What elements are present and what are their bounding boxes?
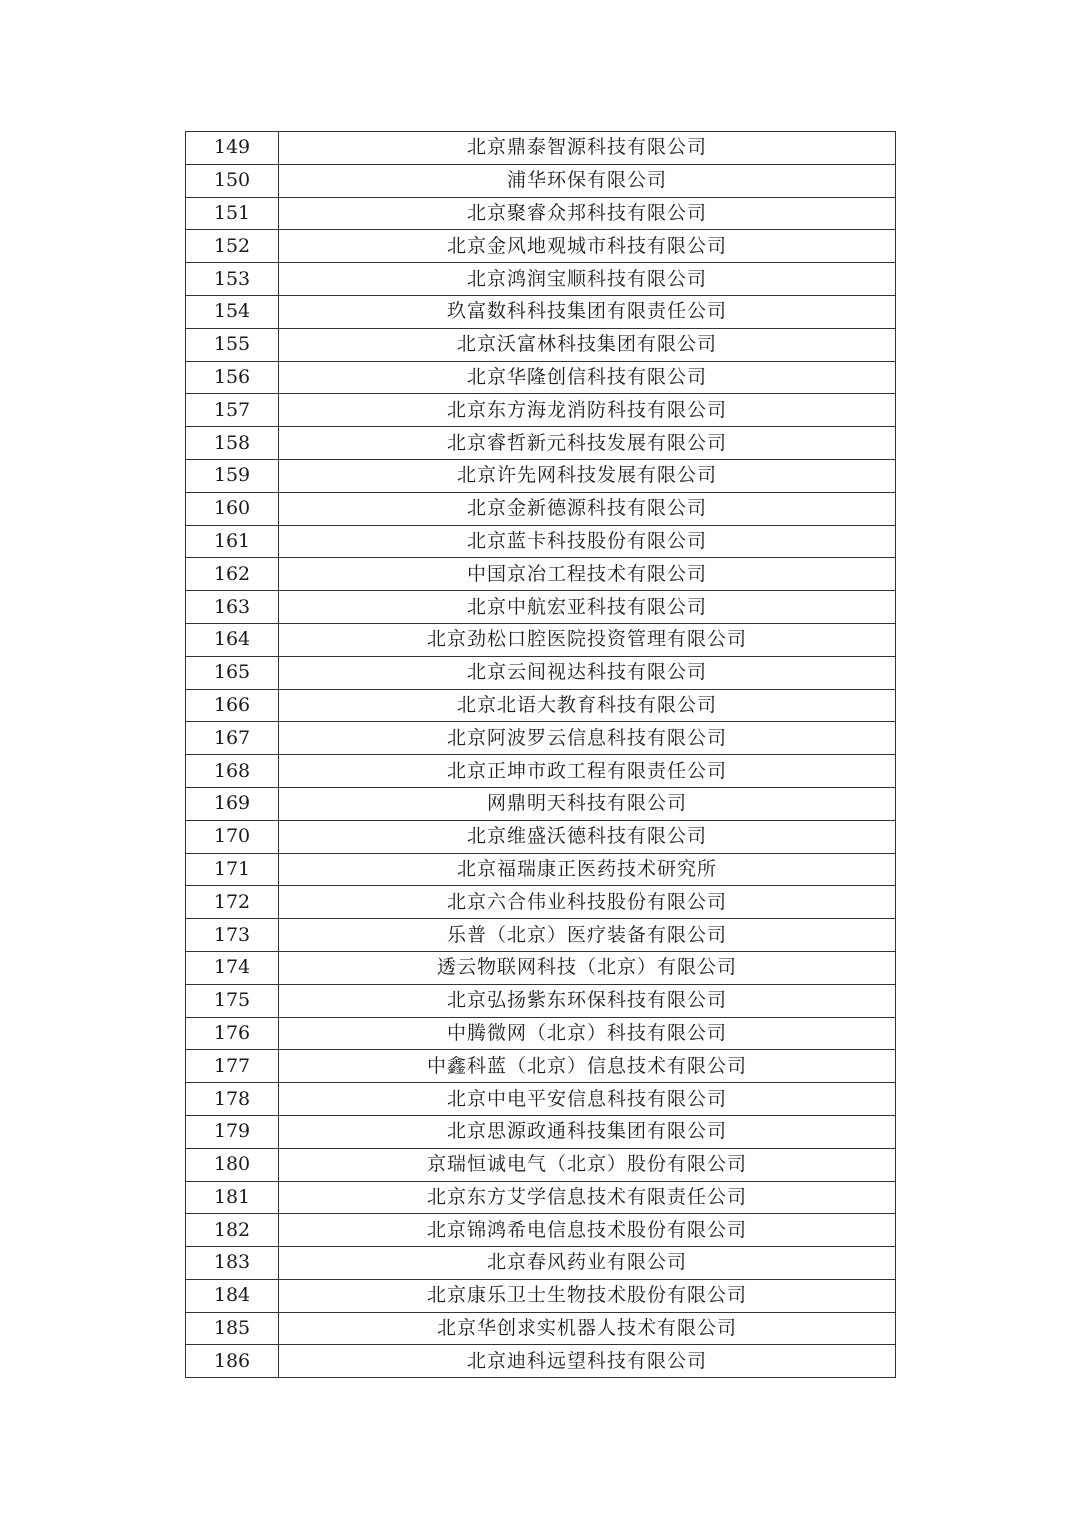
company-name-cell: 北京鸿润宝顺科技有限公司 [279,263,896,296]
row-number-cell: 149 [186,132,279,165]
row-number-cell: 155 [186,328,279,361]
row-number-cell: 172 [186,886,279,919]
company-name-cell: 乐普（北京）医疗装备有限公司 [279,919,896,952]
table-row [186,558,896,591]
table-row [186,951,896,984]
company-name-cell: 北京锦鸿希电信息技术股份有限公司 [279,1214,896,1247]
row-number-cell: 177 [186,1050,279,1083]
row-number-cell: 152 [186,230,279,263]
company-name-cell: 北京六合伟业科技股份有限公司 [279,886,896,919]
row-number-cell: 168 [186,755,279,788]
company-name-cell: 北京北语大教育科技有限公司 [279,689,896,722]
row-number-cell: 173 [186,919,279,952]
row-number-cell: 163 [186,591,279,624]
table-row [186,787,896,820]
company-name-cell: 中国京冶工程技术有限公司 [279,558,896,591]
company-name-cell: 北京迪科远望科技有限公司 [279,1345,896,1378]
row-number-cell: 184 [186,1279,279,1312]
table-row [186,1148,896,1181]
company-name-cell: 北京劲松口腔医院投资管理有限公司 [279,623,896,656]
row-number-cell: 165 [186,656,279,689]
row-number-cell: 169 [186,787,279,820]
row-number-cell: 180 [186,1148,279,1181]
company-name-cell: 透云物联网科技（北京）有限公司 [279,951,896,984]
row-number-cell: 183 [186,1247,279,1280]
table-row [186,1083,896,1116]
row-number-cell: 170 [186,820,279,853]
company-name-cell: 北京康乐卫士生物技术股份有限公司 [279,1279,896,1312]
table-row [186,197,896,230]
table-row [186,427,896,460]
table-row [186,361,896,394]
table-row [186,1247,896,1280]
table-row [186,1115,896,1148]
row-number-cell: 176 [186,1017,279,1050]
row-number-cell: 171 [186,853,279,886]
table-row [186,1312,896,1345]
company-name-cell: 北京中航宏亚科技有限公司 [279,591,896,624]
company-name-cell: 中鑫科蓝（北京）信息技术有限公司 [279,1050,896,1083]
table-row [186,1279,896,1312]
row-number-cell: 160 [186,492,279,525]
row-number-cell: 158 [186,427,279,460]
table-row [186,394,896,427]
row-number-cell: 185 [186,1312,279,1345]
company-name-cell: 北京东方艾学信息技术有限责任公司 [279,1181,896,1214]
company-name-cell: 北京云间视达科技有限公司 [279,656,896,689]
table-row [186,295,896,328]
table-row [186,853,896,886]
company-name-cell: 北京许先网科技发展有限公司 [279,459,896,492]
table-row [186,755,896,788]
company-name-cell: 中腾微网（北京）科技有限公司 [279,1017,896,1050]
company-name-cell: 北京蓝卡科技股份有限公司 [279,525,896,558]
table-row [186,984,896,1017]
company-list-table [185,131,896,1378]
table-row [186,328,896,361]
row-number-cell: 181 [186,1181,279,1214]
company-name-cell: 北京中电平安信息科技有限公司 [279,1083,896,1116]
table-row [186,525,896,558]
row-number-cell: 153 [186,263,279,296]
row-number-cell: 186 [186,1345,279,1378]
row-number-cell: 161 [186,525,279,558]
company-name-cell: 北京聚睿众邦科技有限公司 [279,197,896,230]
row-number-cell: 156 [186,361,279,394]
company-name-cell: 北京阿波罗云信息科技有限公司 [279,722,896,755]
company-name-cell: 北京睿哲新元科技发展有限公司 [279,427,896,460]
company-name-cell: 北京弘扬紫东环保科技有限公司 [279,984,896,1017]
row-number-cell: 159 [186,459,279,492]
company-name-cell: 北京沃富林科技集团有限公司 [279,328,896,361]
table-row [186,1181,896,1214]
company-name-cell: 北京春风药业有限公司 [279,1247,896,1280]
table-row [186,132,896,165]
row-number-cell: 167 [186,722,279,755]
company-name-cell: 北京正坤市政工程有限责任公司 [279,755,896,788]
row-number-cell: 162 [186,558,279,591]
table-row [186,886,896,919]
row-number-cell: 182 [186,1214,279,1247]
table-row [186,492,896,525]
company-name-cell: 北京华隆创信科技有限公司 [279,361,896,394]
table-row [186,656,896,689]
table-row [186,820,896,853]
row-number-cell: 178 [186,1083,279,1116]
company-name-cell: 北京福瑞康正医药技术研究所 [279,853,896,886]
company-name-cell: 北京华创求实机器人技术有限公司 [279,1312,896,1345]
company-name-cell: 北京东方海龙消防科技有限公司 [279,394,896,427]
row-number-cell: 151 [186,197,279,230]
table-row [186,459,896,492]
table-row [186,689,896,722]
company-name-cell: 玖富数科科技集团有限责任公司 [279,295,896,328]
row-number-cell: 166 [186,689,279,722]
row-number-cell: 154 [186,295,279,328]
company-name-cell: 浦华环保有限公司 [279,164,896,197]
company-name-cell: 京瑞恒诚电气（北京）股份有限公司 [279,1148,896,1181]
row-number-cell: 164 [186,623,279,656]
company-name-cell: 北京维盛沃德科技有限公司 [279,820,896,853]
row-number-cell: 179 [186,1115,279,1148]
table-row [186,230,896,263]
table-row [186,623,896,656]
table-row [186,919,896,952]
table-row [186,1345,896,1378]
table-row [186,164,896,197]
row-number-cell: 174 [186,951,279,984]
table-row [186,1017,896,1050]
company-name-cell: 北京金新德源科技有限公司 [279,492,896,525]
table-row [186,263,896,296]
table-row [186,722,896,755]
table-row [186,1050,896,1083]
company-name-cell: 网鼎明天科技有限公司 [279,787,896,820]
row-number-cell: 157 [186,394,279,427]
table-body [186,132,896,1378]
company-name-cell: 北京鼎泰智源科技有限公司 [279,132,896,165]
table-row [186,591,896,624]
row-number-cell: 175 [186,984,279,1017]
company-name-cell: 北京金风地观城市科技有限公司 [279,230,896,263]
table-row [186,1214,896,1247]
company-name-cell: 北京思源政通科技集团有限公司 [279,1115,896,1148]
row-number-cell: 150 [186,164,279,197]
